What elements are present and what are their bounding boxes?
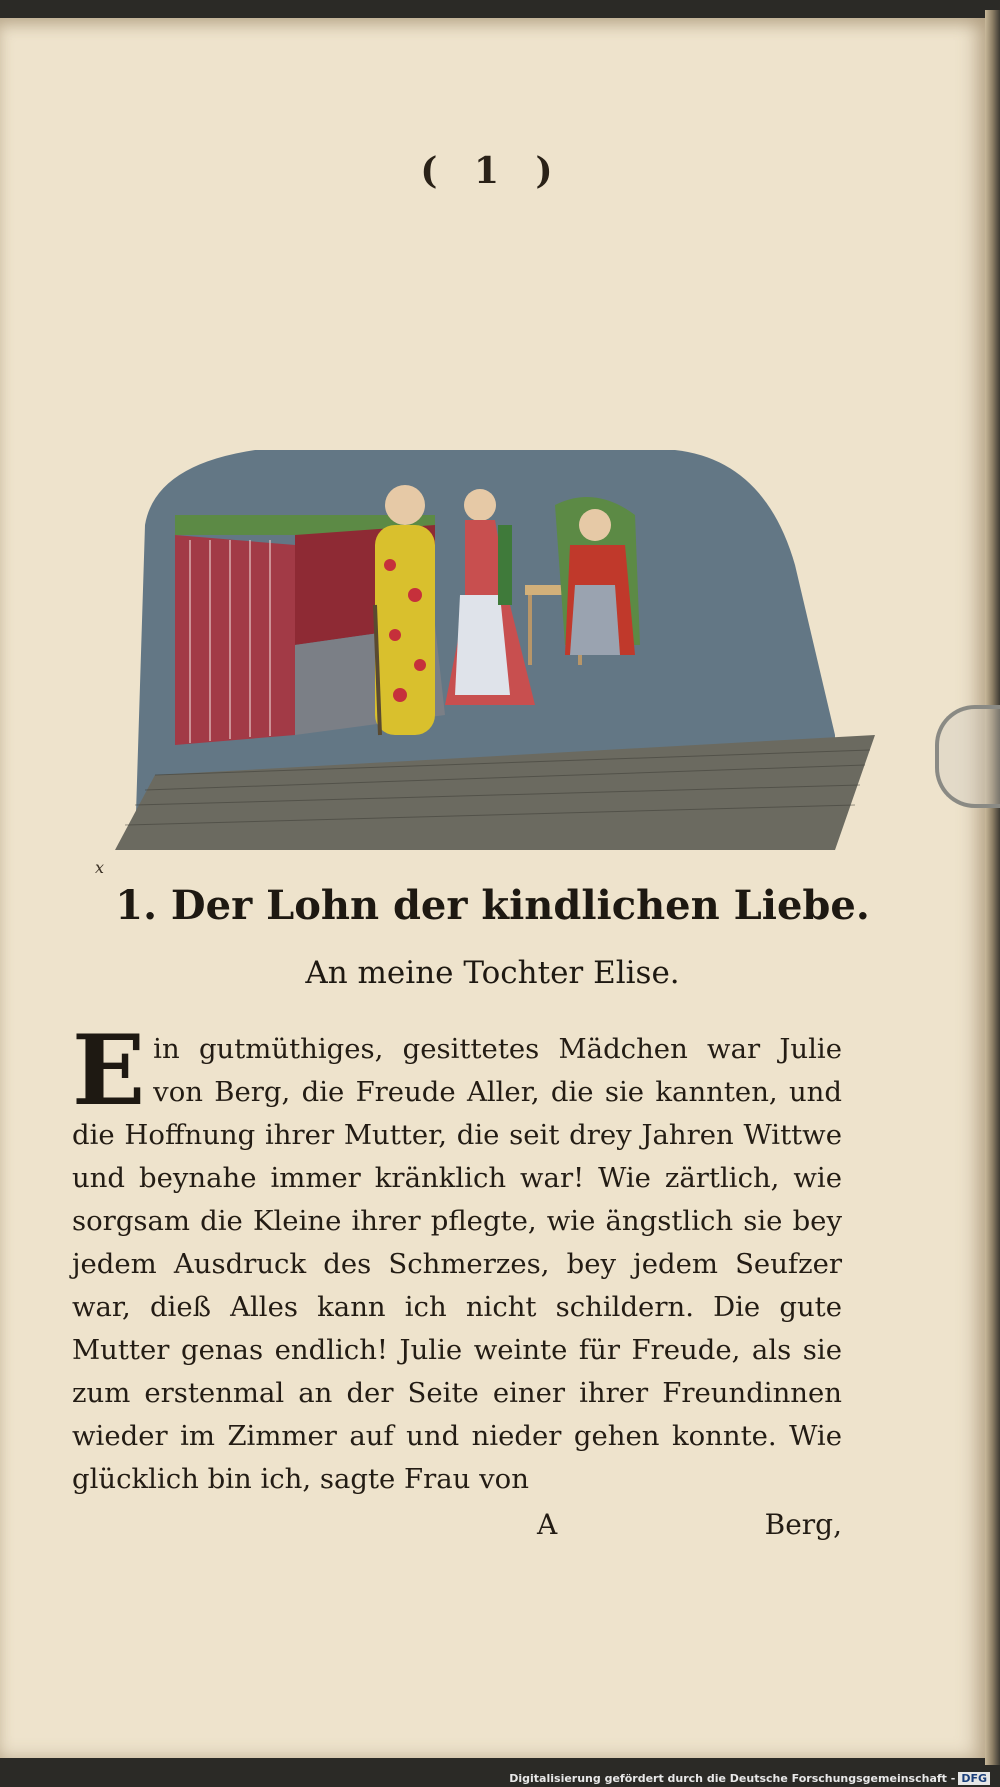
chapter-title: 1. Der Lohn der kindlichen Liebe. <box>115 882 870 929</box>
signature-mark: A <box>537 1508 558 1541</box>
digitization-credit <box>509 1772 990 1785</box>
page-edge <box>985 10 1000 1765</box>
engraving-illustration-icon <box>115 405 875 855</box>
body-paragraph <box>72 1014 842 1501</box>
catchword: Berg, <box>764 1508 842 1541</box>
credit-text: Digitalisierung gefördert durch die Deutsche Forschungsgemeinschaft - <box>509 1772 956 1785</box>
drop-cap: E <box>72 1014 146 1127</box>
engraver-mark: x <box>95 858 105 877</box>
chapter-subtitle: An meine Tochter Elise. <box>305 955 680 991</box>
dfg-logo-icon: DFG <box>958 1772 990 1785</box>
body-text: in gutmüthiges, gesittetes Mädchen war Julie von Berg, die Freude Aller, die sie kannten, und die Hoffnung ihrer Mutter, die seit drey Jahren Wittwe und beynahe immer kränklich war! Wie zärtlich, wie sorgsam die Kleine ihrer pflegte, wie ängstlich sie bey jedem Ausdruck des Schmerzes, bey jedem Seufzer war, dieß Alles kann ich nicht schildern. Die gute Mutter genas endlich! Julie weinte für Freude, als sie zum erstenmal an der Seite einer ihrer Freundinnen wieder im Zimmer auf und nieder gehen konnte. Wie glücklich bin ich, sagte Frau von <box>72 1033 842 1495</box>
page-number: ( 1 ) <box>420 150 565 192</box>
page-clip-tab[interactable] <box>935 705 1000 808</box>
